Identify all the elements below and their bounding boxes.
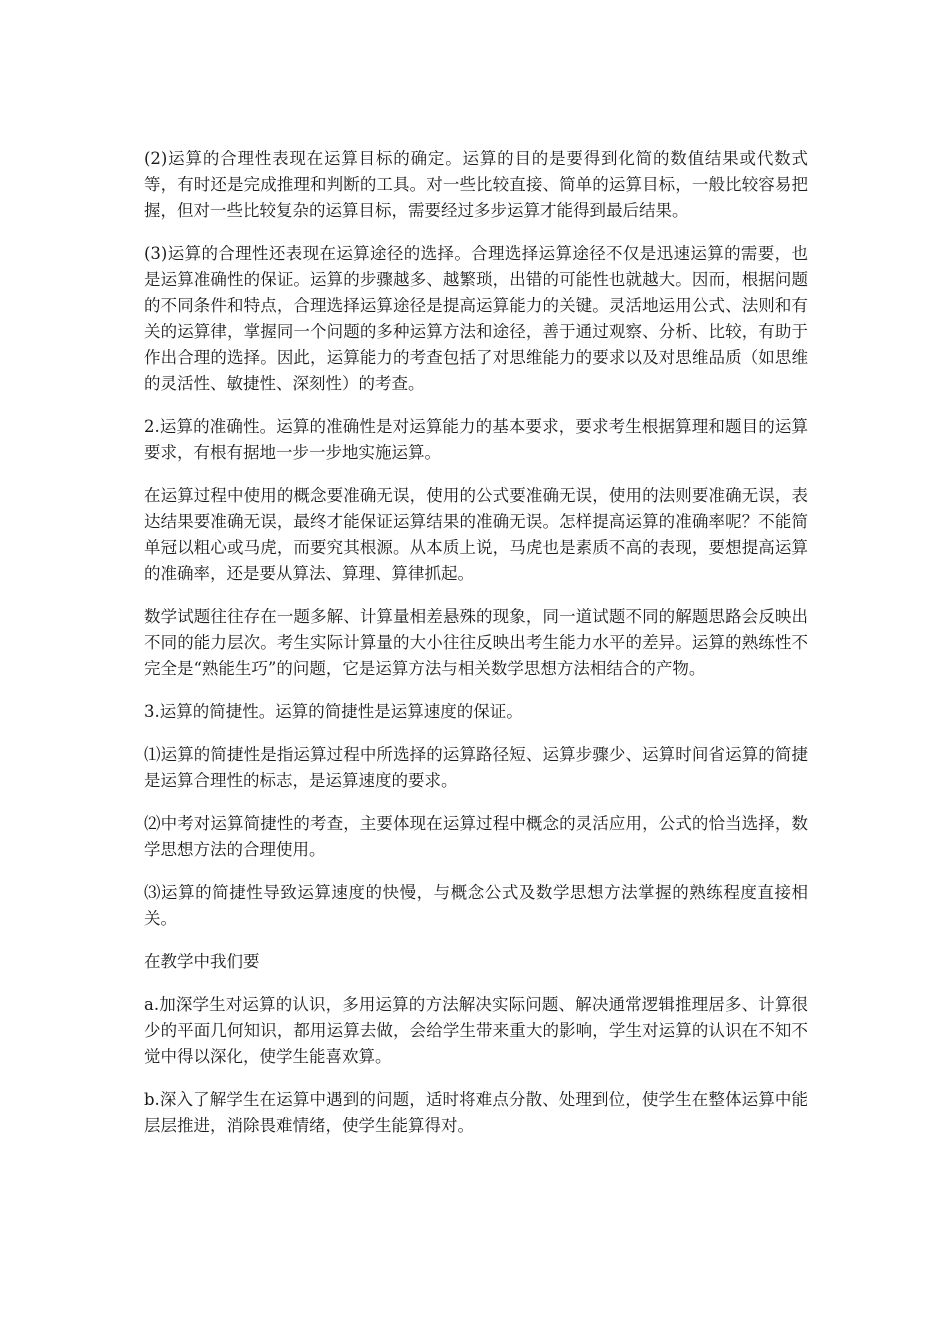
- paragraph-accuracy-detail: 在运算过程中使用的概念要准确无误，使用的公式要准确无误，使用的法则要准确无误，表达结果要准确无误，最终才能保证运算结果的准确无误。怎样提高运算的准确率呢？不能简单冠以粗心或马虎，而要究其根源。从本质上说，马虎也是素质不高的表现，要想提高运算的准确率，还是要从算法、算理、算律抓起。: [144, 486, 808, 583]
- paragraph-simplicity-3: ⑶运算的简捷性导致运算速度的快慢，与概念公式及数学思想方法掌握的熟练程度直接相关。: [144, 883, 808, 928]
- paragraph-accuracy-heading: 2.运算的准确性。运算的准确性是对运算能力的基本要求，要求考生根据算理和题目的运算要求，有根有据地一步一步地实施运算。: [144, 417, 808, 462]
- paragraph-simplicity-heading: 3.运算的简捷性。运算的简捷性是运算速度的保证。: [144, 702, 523, 721]
- paragraph-teaching-b: b.深入了解学生在运算中遇到的问题，适时将难点分散、处理到位，使学生在整体运算中能层层推进，消除畏难情绪，使学生能算得对。: [144, 1090, 808, 1135]
- paragraph-rationality-goal: (2)运算的合理性表现在运算目标的确定。运算的目的是要得到化简的数值结果或代数式等，有时还是完成推理和判断的工具。对一些比较直接、简单的运算目标，一般比较容易把握，但对一些比较复杂的运算目标，需要经过多步运算才能得到最后结果。: [144, 149, 808, 220]
- paragraph-simplicity-2: ⑵中考对运算简捷性的考查，主要体现在运算过程中概念的灵活应用，公式的恰当选择，数学思想方法的合理使用。: [144, 814, 808, 859]
- paragraph-simplicity-1: ⑴运算的简捷性是指运算过程中所选择的运算路径短、运算步骤少、运算时间省运算的简捷是运算合理性的标志，是运算速度的要求。: [144, 745, 808, 790]
- paragraph-teaching-a: a.加深学生对运算的认识，多用运算的方法解决实际问题、解决通常逻辑推理居多、计算很少的平面几何知识，都用运算去做，会给学生带来重大的影响，学生对运算的认识在不知不觉中得以深化，使学生能喜欢算。: [144, 995, 808, 1066]
- paragraph-rationality-path: (3)运算的合理性还表现在运算途径的选择。合理选择运算途径不仅是迅速运算的需要，也是运算准确性的保证。运算的步骤越多、越繁琐，出错的可能性也就越大。因而，根据问题的不同条件和特点，合理选择运算途径是提高运算能力的关键。灵活地运用公式、法则和有关的运算律，掌握同一个问题的多种运算方法和途径，善于通过观察、分析、比较，有助于作出合理的选择。因此，运算能力的考查包括了对思维能力的要求以及对思维品质（如思维的灵活性、敏捷性、深刻性）的考查。: [144, 244, 808, 393]
- document-body: [144, 146, 808, 1156]
- paragraph-multiple-solutions: 数学试题往往存在一题多解、计算量相差悬殊的现象，同一道试题不同的解题思路会反映出不同的能力层次。考生实际计算量的大小往往反映出考生能力水平的差异。运算的熟练性不完全是“熟能生巧”的问题，它是运算方法与相关数学思想方法相结合的产物。: [144, 607, 808, 678]
- paragraph-teaching-intro: 在教学中我们要: [144, 952, 260, 971]
